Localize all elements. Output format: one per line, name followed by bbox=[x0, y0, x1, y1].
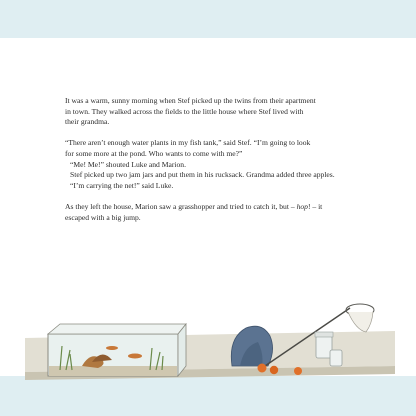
jam-jar bbox=[330, 350, 342, 366]
text-line: escaped with a big jump. bbox=[65, 212, 141, 222]
text-line: for some more at the pond. Who wants to come with me?” bbox=[65, 148, 243, 158]
text-line: “There aren’t enough water plants in my fish tank,” said Stef. “I’m going to look bbox=[65, 138, 311, 148]
rucksack bbox=[231, 326, 272, 366]
text-line: ! – it bbox=[307, 201, 323, 211]
text-line: It was a warm, sunny morning when Stef picked up the twins from their apartment bbox=[65, 96, 316, 105]
fish bbox=[128, 354, 142, 359]
paragraph-1 bbox=[65, 96, 365, 128]
paragraph-2 bbox=[65, 138, 365, 191]
text-line: their grandma. bbox=[65, 117, 110, 127]
text-line: “Me! Me!” shouted Luke and Marion. bbox=[70, 159, 186, 169]
story-text bbox=[65, 96, 365, 223]
text-line: As they left the house, Marion saw a grasshopper and tried to catch it, but – bbox=[65, 201, 297, 211]
illustration bbox=[0, 268, 416, 388]
text-line: Stef picked up two jam jars and put them in his rucksack. Grandma added three apples. bbox=[70, 170, 335, 180]
text-line: in town. They walked across the fields to the little house where Stef lived with bbox=[65, 106, 304, 116]
paragraph-3 bbox=[65, 202, 365, 223]
fish bbox=[106, 346, 118, 350]
text-line: “I’m carrying the net!” said Luke. bbox=[70, 180, 174, 190]
apple bbox=[294, 367, 302, 375]
apple bbox=[258, 364, 267, 373]
book-page bbox=[0, 38, 416, 376]
apple bbox=[270, 366, 278, 374]
fish-tank bbox=[48, 324, 186, 376]
hop-word: hop bbox=[296, 201, 308, 211]
